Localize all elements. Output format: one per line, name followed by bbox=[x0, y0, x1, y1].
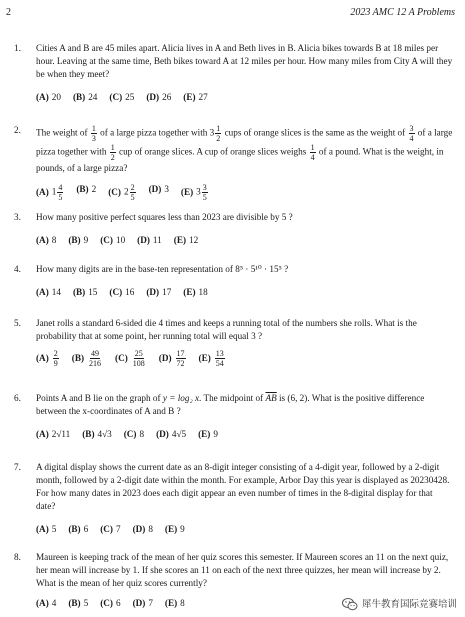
problem-3 bbox=[14, 211, 454, 247]
choice-c: (C) 6 bbox=[100, 598, 121, 608]
problem-number: 5. bbox=[14, 318, 21, 328]
choice-a: (A) 20 bbox=[36, 92, 61, 102]
choice-d: (D) $\frac{17}{72}$ bbox=[158, 349, 185, 368]
answer-choices bbox=[36, 91, 454, 104]
answer-choices bbox=[36, 286, 454, 299]
choice-d: (D) 8 bbox=[132, 524, 153, 534]
problem-number: 7. bbox=[14, 462, 21, 472]
choice-a: (A) 8 bbox=[36, 235, 57, 245]
choice-b: (B) 5 bbox=[68, 598, 89, 608]
problem-text: Maureen is keeping track of the mean of her quiz scores this semester. If Maureen scores an 11 on the next quiz, her mean will increase by 1. If she scores an 11 on each of the next three quizzes, her mean will increase by 2. What is the mean of her quiz scores currently? bbox=[36, 552, 449, 588]
choice-a: (A) 14 bbox=[36, 287, 61, 297]
answer-choices bbox=[36, 183, 454, 202]
problem-text: How many digits are in the base-ten representation of 8⁵ · 5¹⁰ · 15⁵ ? bbox=[36, 264, 289, 274]
choice-e: (E) 8 bbox=[164, 598, 185, 608]
choice-c: (C) $\frac{25}{108}$ bbox=[115, 349, 145, 368]
page-number: 2 bbox=[6, 7, 11, 18]
running-title: 2023 AMC 12 A Problems bbox=[350, 7, 455, 18]
problem-number: 8. bbox=[14, 552, 21, 562]
problem-text: How many positive perfect squares less than 2023 are divisible by 5 ? bbox=[36, 212, 293, 222]
choice-b: (B) 24 bbox=[72, 92, 98, 102]
problem-1 bbox=[14, 42, 454, 104]
choice-c: (C) 10 bbox=[100, 235, 126, 245]
choice-b: (B) 15 bbox=[72, 287, 98, 297]
choice-c: (C) 25 bbox=[109, 92, 135, 102]
watermark-text: 犀牛教育国际竞赛培训 bbox=[361, 599, 457, 610]
problem-2 bbox=[14, 124, 454, 202]
problem-number: 1. bbox=[14, 43, 21, 53]
choice-c: (C) 7 bbox=[100, 524, 121, 534]
choice-c: (C) 2 $\frac{2}{5}$ bbox=[108, 183, 135, 202]
choice-e: (E) $\frac{13}{54}$ bbox=[198, 349, 224, 368]
choice-b: (B) 9 bbox=[68, 235, 89, 245]
choice-a: (A) $\frac{2}{9}$ bbox=[36, 349, 58, 368]
answer-choices bbox=[36, 523, 454, 536]
watermark bbox=[342, 598, 457, 611]
choice-a: (A) 4 bbox=[36, 598, 57, 608]
choice-d: (D) 26 bbox=[146, 92, 172, 102]
choice-e: (E) 3 $\frac{3}{5}$ bbox=[180, 183, 207, 202]
problem-text: Janet rolls a standard 6-sided die 4 times and keeps a running total of the numbers she rolls. What is the probability that at some point, her running total will equal 3 ? bbox=[36, 318, 417, 341]
choice-d: (D) 17 bbox=[146, 287, 172, 297]
problem-6 bbox=[14, 392, 454, 441]
problem-number: 3. bbox=[14, 212, 21, 222]
choice-c: (C) 8 bbox=[123, 429, 145, 439]
choice-b: (B) 6 bbox=[68, 524, 89, 534]
choice-d: (D) 7 bbox=[132, 598, 153, 608]
problem-5 bbox=[14, 317, 454, 368]
problem-7 bbox=[14, 461, 454, 536]
choice-b: (B) $\frac{49}{216}$ bbox=[71, 349, 102, 368]
problem-text: A digital display shows the current date as an 8-digit integer consisting of a 4-digit year, followed by a 2-digit month, followed by a 2-digit date within the month. For example, Arbor Day this year is displayed as 20230428. For how many dates in 2023 does each digit appear an even number of times in the 8-digital display for that date? bbox=[36, 462, 450, 511]
problem-number: 2. bbox=[14, 125, 21, 135]
problem-text: Cities A and B are 45 miles apart. Alicia lives in A and Beth lives in B. Alicia bikes towards B at 18 miles per hour. Leaving at the same time, Beth bikes toward A at 12 miles per hour. How many miles from City A will they be when they meet? bbox=[36, 43, 453, 79]
choice-a: (A) 2√11 bbox=[36, 429, 71, 439]
answer-choices bbox=[36, 428, 454, 441]
choice-e: (E) 27 bbox=[183, 92, 208, 102]
choice-a: (A) 1 $\frac{4}{5}$ bbox=[36, 183, 63, 202]
problem-number: 6. bbox=[14, 393, 21, 403]
wechat-icon bbox=[342, 598, 358, 611]
choice-e: (E) 9 bbox=[198, 429, 218, 439]
choice-d: (D) 11 bbox=[137, 235, 162, 245]
choice-c: (C) 16 bbox=[109, 287, 135, 297]
choice-b: (B) 4√3 bbox=[82, 429, 112, 439]
choice-e: (E) 18 bbox=[183, 287, 208, 297]
answer-choices bbox=[36, 349, 454, 368]
answer-choices bbox=[36, 234, 454, 247]
choice-d: (D) 3 bbox=[148, 184, 169, 194]
choice-b: (B) 2 bbox=[76, 184, 97, 194]
choice-a: (A) 5 bbox=[36, 524, 57, 534]
problem-text: Points A and B lie on the graph of y = log₂ x. The midpoint of $\overline{AB}$ is (6, 2). What is the positive difference between the x-coordinates of A and B ? bbox=[36, 393, 425, 416]
problem-4 bbox=[14, 263, 454, 299]
choice-d: (D) 4√5 bbox=[156, 429, 187, 439]
problem-text: The weight of $\frac{1}{3}$ of a large pizza together with 3 $\frac{1}{2}$ cups of orange slices is the same as the weight of $\frac{3}{4}$ of a large pizza together with $\frac{1}{2}$ cup of orange slices. A cup of orange slices weighs $\frac{1}{4}$ of a pound. What is the weight, in pounds, of a large pizza? bbox=[36, 124, 453, 173]
problem-number: 4. bbox=[14, 264, 21, 274]
choice-e: (E) 9 bbox=[164, 524, 185, 534]
choice-e: (E) 12 bbox=[173, 235, 199, 245]
